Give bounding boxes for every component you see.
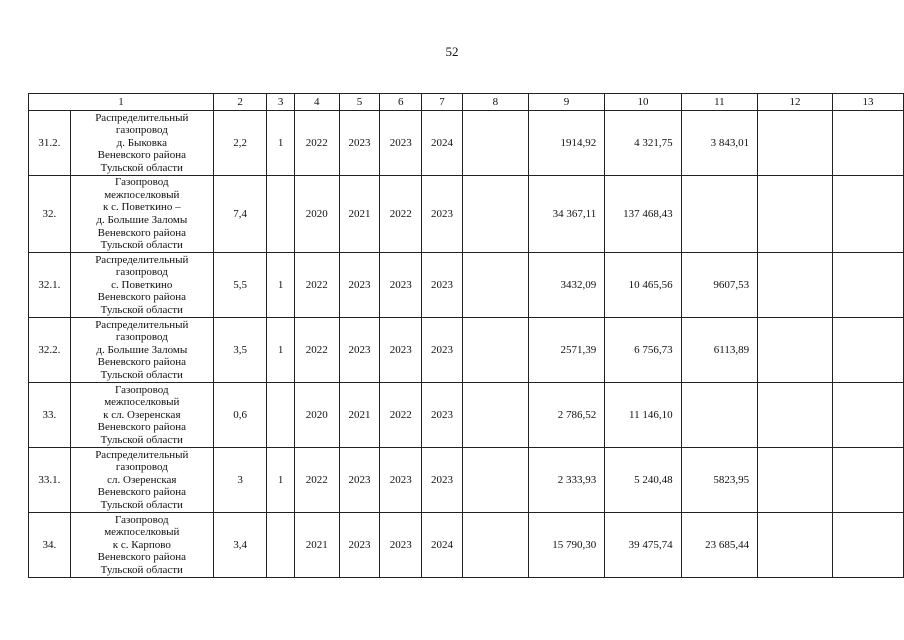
cell-col-7: 2024	[422, 111, 463, 176]
cell-col-8	[462, 513, 528, 578]
cell-col-7: 2024	[422, 513, 463, 578]
column-header-7: 7	[422, 94, 463, 111]
cell-col-4: 2020	[294, 383, 339, 448]
cell-col-7: 2023	[422, 176, 463, 253]
object-name	[70, 253, 213, 318]
row-number: 33.1.	[29, 448, 71, 513]
cell-col-2: 7,4	[213, 176, 266, 253]
cell-col-11: 6113,89	[681, 318, 757, 383]
object-name-line: Распределительный	[95, 253, 189, 266]
cell-col-8	[462, 253, 528, 318]
cell-col-11: 9607,53	[681, 253, 757, 318]
cell-col-13	[832, 318, 903, 383]
column-header-3: 3	[267, 94, 295, 111]
row-number: 33.	[29, 383, 71, 448]
cell-col-3: 1	[267, 253, 295, 318]
column-header-5: 5	[339, 94, 380, 111]
table-row	[29, 318, 904, 383]
column-header-9: 9	[528, 94, 604, 111]
cell-col-3	[267, 513, 295, 578]
cell-col-6: 2023	[380, 448, 422, 513]
cell-col-2: 2,2	[213, 111, 266, 176]
object-name-line: Тульской области	[100, 161, 183, 174]
cell-col-13	[832, 513, 903, 578]
cell-col-5: 2023	[339, 318, 380, 383]
cell-col-6: 2023	[380, 318, 422, 383]
data-table	[28, 93, 904, 578]
cell-col-2: 3,4	[213, 513, 266, 578]
object-name-line: газопровод	[115, 266, 168, 279]
cell-col-8	[462, 176, 528, 253]
object-name-line: Газопровод	[115, 513, 169, 526]
cell-col-3: 1	[267, 111, 295, 176]
cell-col-2: 3,5	[213, 318, 266, 383]
object-name-line: д. Большие Заломы	[96, 343, 188, 356]
cell-col-10: 10 465,56	[605, 253, 681, 318]
cell-col-13	[832, 111, 903, 176]
object-name-line: Веневского района	[97, 421, 186, 434]
object-name-line: Распределительный	[95, 111, 189, 124]
column-header-10: 10	[605, 94, 681, 111]
cell-col-10: 6 756,73	[605, 318, 681, 383]
cell-col-5: 2023	[339, 513, 380, 578]
cell-col-5: 2023	[339, 448, 380, 513]
object-name-line: межпоселковый	[104, 188, 180, 201]
object-name-line: газопровод	[115, 124, 168, 137]
object-name	[70, 448, 213, 513]
column-header-8: 8	[462, 94, 528, 111]
cell-col-9: 2 786,52	[528, 383, 604, 448]
object-name-line: Веневского района	[97, 356, 186, 369]
object-name-line: Распределительный	[95, 318, 189, 331]
cell-col-5: 2023	[339, 253, 380, 318]
cell-col-5: 2023	[339, 111, 380, 176]
object-name-line: Веневского района	[97, 226, 186, 239]
cell-col-13	[832, 253, 903, 318]
object-name-line: Газопровод	[115, 176, 169, 189]
object-name	[70, 318, 213, 383]
object-name-line: газопровод	[115, 461, 168, 474]
cell-col-11	[681, 383, 757, 448]
cell-col-10: 39 475,74	[605, 513, 681, 578]
table-row	[29, 513, 904, 578]
cell-col-7: 2023	[422, 448, 463, 513]
object-name-line: Распределительный	[95, 448, 189, 461]
cell-col-11: 23 685,44	[681, 513, 757, 578]
cell-col-12	[758, 176, 833, 253]
cell-col-10: 11 146,10	[605, 383, 681, 448]
table-row	[29, 176, 904, 253]
page-number: 52	[445, 44, 459, 59]
column-header-12: 12	[758, 94, 833, 111]
object-name	[70, 111, 213, 176]
cell-col-11	[681, 176, 757, 253]
row-number: 34.	[29, 513, 71, 578]
object-name-line: д. Большие Заломы	[96, 214, 188, 226]
object-name-line: к с. Карпово	[112, 538, 171, 551]
object-name-line: Газопровод	[115, 383, 169, 396]
cell-col-7: 2023	[422, 318, 463, 383]
column-header-4: 4	[294, 94, 339, 111]
cell-col-7: 2023	[422, 383, 463, 448]
object-name-line: с. Поветкино	[111, 278, 173, 291]
cell-col-8	[462, 448, 528, 513]
cell-col-5: 2021	[339, 176, 380, 253]
cell-col-8	[462, 111, 528, 176]
cell-col-6: 2023	[380, 513, 422, 578]
cell-col-13	[832, 383, 903, 448]
object-name-line: Тульской области	[100, 563, 183, 576]
cell-col-12	[758, 383, 833, 448]
table-row	[29, 111, 904, 176]
cell-col-3	[267, 383, 295, 448]
cell-col-11: 5823,95	[681, 448, 757, 513]
cell-col-10: 5 240,48	[605, 448, 681, 513]
cell-col-8	[462, 318, 528, 383]
cell-col-9: 3432,09	[528, 253, 604, 318]
column-header-6: 6	[380, 94, 422, 111]
cell-col-6: 2023	[380, 111, 422, 176]
cell-col-13	[832, 176, 903, 253]
table-row	[29, 448, 904, 513]
row-number: 32.1.	[29, 253, 71, 318]
cell-col-3	[267, 176, 295, 253]
column-header-2: 2	[213, 94, 266, 111]
cell-col-2: 0,6	[213, 383, 266, 448]
cell-col-5: 2021	[339, 383, 380, 448]
cell-col-4: 2021	[294, 513, 339, 578]
cell-col-10: 4 321,75	[605, 111, 681, 176]
object-name-line: Тульской области	[100, 303, 183, 316]
object-name-line: к с. Поветкино –	[103, 201, 181, 214]
cell-col-4: 2020	[294, 176, 339, 253]
object-name-line: Веневского района	[97, 149, 186, 162]
cell-col-6: 2023	[380, 253, 422, 318]
cell-col-2: 3	[213, 448, 266, 513]
object-name-line: Тульской области	[100, 433, 183, 446]
row-number: 31.2.	[29, 111, 71, 176]
object-name-line: Тульской области	[100, 368, 183, 381]
cell-col-9: 34 367,11	[528, 176, 604, 253]
cell-col-4: 2022	[294, 253, 339, 318]
table-body	[29, 111, 904, 578]
cell-col-2: 5,5	[213, 253, 266, 318]
object-name-line: сл. Озеренская	[107, 473, 177, 486]
column-header-1: 1	[29, 94, 214, 111]
row-number: 32.	[29, 176, 71, 253]
object-name	[70, 513, 213, 578]
object-name-line: газопровод	[115, 331, 168, 344]
cell-col-11: 3 843,01	[681, 111, 757, 176]
object-name	[70, 176, 213, 253]
cell-col-12	[758, 253, 833, 318]
object-name-line: Веневского района	[97, 291, 186, 304]
object-name-line: Тульской области	[100, 239, 183, 252]
cell-col-8	[462, 383, 528, 448]
cell-col-3: 1	[267, 448, 295, 513]
cell-col-9: 2571,39	[528, 318, 604, 383]
cell-col-4: 2022	[294, 111, 339, 176]
column-header-13: 13	[832, 94, 903, 111]
cell-col-9: 15 790,30	[528, 513, 604, 578]
cell-col-12	[758, 318, 833, 383]
object-name-line: д. Быковка	[116, 136, 167, 149]
cell-col-9: 1914,92	[528, 111, 604, 176]
cell-col-4: 2022	[294, 448, 339, 513]
table-row	[29, 383, 904, 448]
cell-col-4: 2022	[294, 318, 339, 383]
cell-col-6: 2022	[380, 383, 422, 448]
cell-col-6: 2022	[380, 176, 422, 253]
cell-col-13	[832, 448, 903, 513]
cell-col-3: 1	[267, 318, 295, 383]
object-name-line: Веневского района	[97, 486, 186, 499]
cell-col-9: 2 333,93	[528, 448, 604, 513]
object-name-line: к сл. Озеренская	[103, 408, 181, 421]
cell-col-12	[758, 111, 833, 176]
object-name	[70, 383, 213, 448]
cell-col-12	[758, 513, 833, 578]
object-name-line: межпоселковый	[104, 526, 180, 539]
table-header-row	[29, 94, 904, 111]
cell-col-7: 2023	[422, 253, 463, 318]
object-name-line: межпоселковый	[104, 396, 180, 409]
table-row	[29, 253, 904, 318]
cell-col-12	[758, 448, 833, 513]
column-header-11: 11	[681, 94, 757, 111]
cell-col-10: 137 468,43	[605, 176, 681, 253]
row-number: 32.2.	[29, 318, 71, 383]
object-name-line: Веневского района	[97, 551, 186, 564]
object-name-line: Тульской области	[100, 498, 183, 511]
